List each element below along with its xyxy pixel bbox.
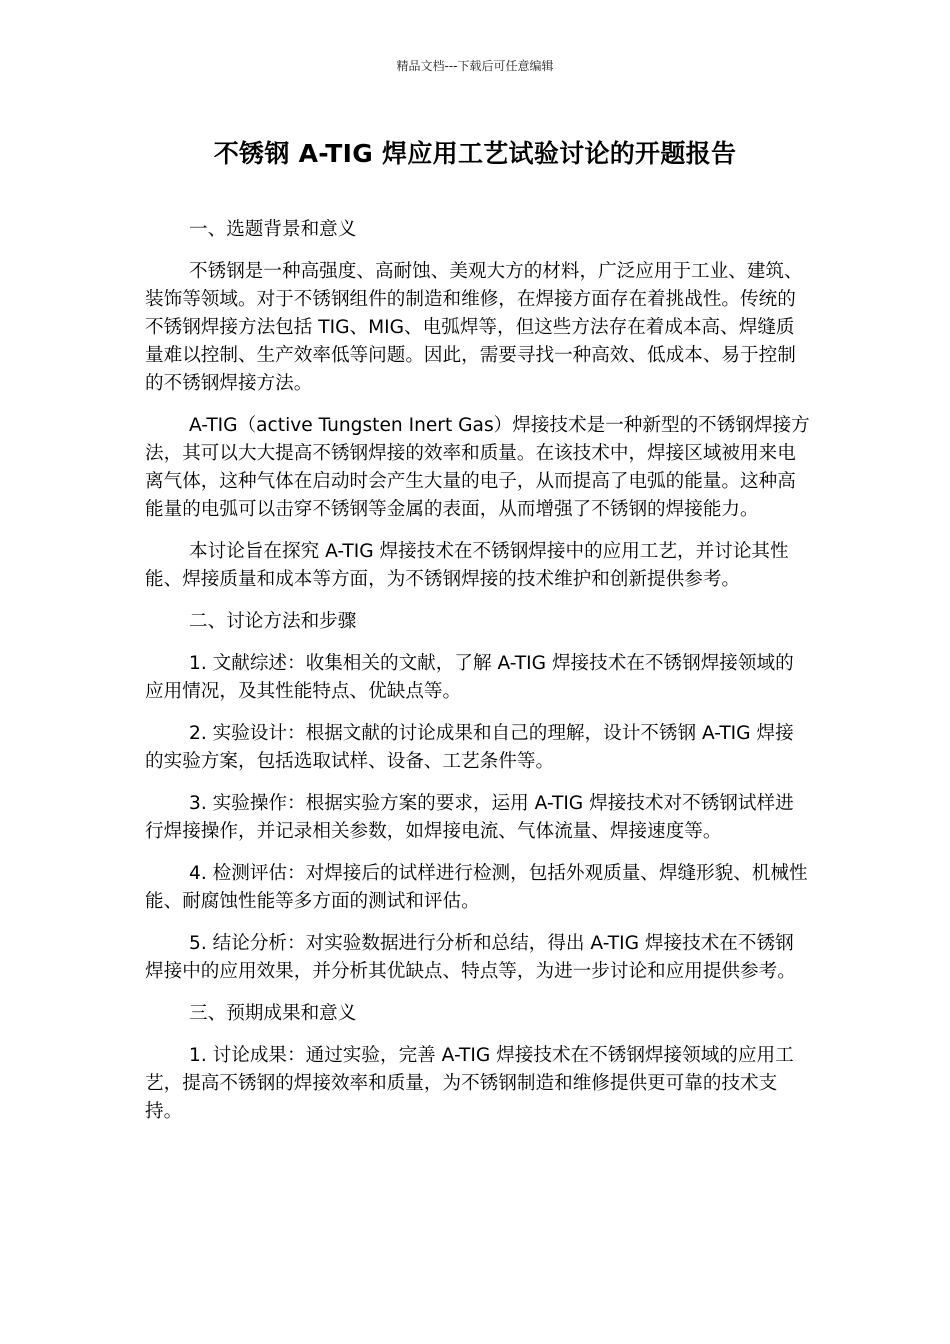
page-header-watermark: 精品文档---下载后可任意编辑	[396, 59, 554, 73]
list-item-research-results: 1. 讨论成果：通过实验，完善 A-TIG 焊接技术在不锈钢焊接领域的应用工艺，提高不锈钢的焊接效率和质量，为不锈钢制造和维修提供更可靠的技术支持。	[145, 1045, 794, 1122]
list-item-literature-review: 1. 文献综述：收集相关的文献，了解 A-TIG 焊接技术在不锈钢焊接领域的应用情况，及其性能特点、优缺点等。	[145, 653, 794, 702]
paragraph-research-aim: 本讨论旨在探究 A-TIG 焊接技术在不锈钢焊接中的应用工艺，并讨论其性能、焊接质量和成本等方面，为不锈钢焊接的技术维护和创新提供参考。	[145, 541, 789, 590]
list-item-testing-evaluation: 4. 检测评估：对焊接后的试样进行检测，包括外观质量、焊缝形貌、机械性能、耐腐蚀性能等多方面的测试和评估。	[145, 863, 808, 912]
document-title: 不锈钢 A-TIG 焊应用工艺试验讨论的开题报告	[213, 139, 737, 168]
list-item-conclusion-analysis: 5. 结论分析：对实验数据进行分析和总结，得出 A-TIG 焊接技术在不锈钢焊接中的应用效果，并分析其优缺点、特点等，为进一步讨论和应用提供参考。	[145, 933, 796, 982]
paragraph-stainless-intro: 不锈钢是一种高强度、高耐蚀、美观大方的材料，广泛应用于工业、建筑、装饰等领域。对于不锈钢组件的制造和维修，在焊接方面存在着挑战性。传统的不锈钢焊接方法包括 TIG、MIG、电弧焊等，但这些方法存在着成本高、焊缝质量难以控制、生产效率低等问题。因此，需要寻找一种高效、低成本、易于控制的不锈钢焊接方法。	[145, 261, 803, 394]
section-heading-expected-results: 三、预期成果和意义	[189, 1003, 357, 1024]
list-item-experiment-operation: 3. 实验操作：根据实验方案的要求，运用 A-TIG 焊接技术对不锈钢试样进行焊接操作，并记录相关参数，如焊接电流、气体流量、焊接速度等。	[145, 793, 794, 842]
section-heading-background: 一、选题背景和意义	[189, 219, 357, 240]
list-item-experiment-design: 2. 实验设计：根据文献的讨论成果和自己的理解，设计不锈钢 A-TIG 焊接的实验方案，包括选取试样、设备、工艺条件等。	[145, 723, 794, 772]
document-body	[145, 216, 810, 1140]
section-heading-methods: 二、讨论方法和步骤	[189, 611, 357, 632]
paragraph-atig-description: A-TIG（active Tungsten Inert Gas）焊接技术是一种新型的不锈钢焊接方法，其可以大大提高不锈钢焊接的效率和质量。在该技术中，焊接区域被用来电离气体，这种气体在启动时会产生大量的电子，从而提高了电弧的能量。这种高能量的电弧可以击穿不锈钢等金属的表面，从而增强了不锈钢的焊接能力。	[145, 415, 810, 520]
